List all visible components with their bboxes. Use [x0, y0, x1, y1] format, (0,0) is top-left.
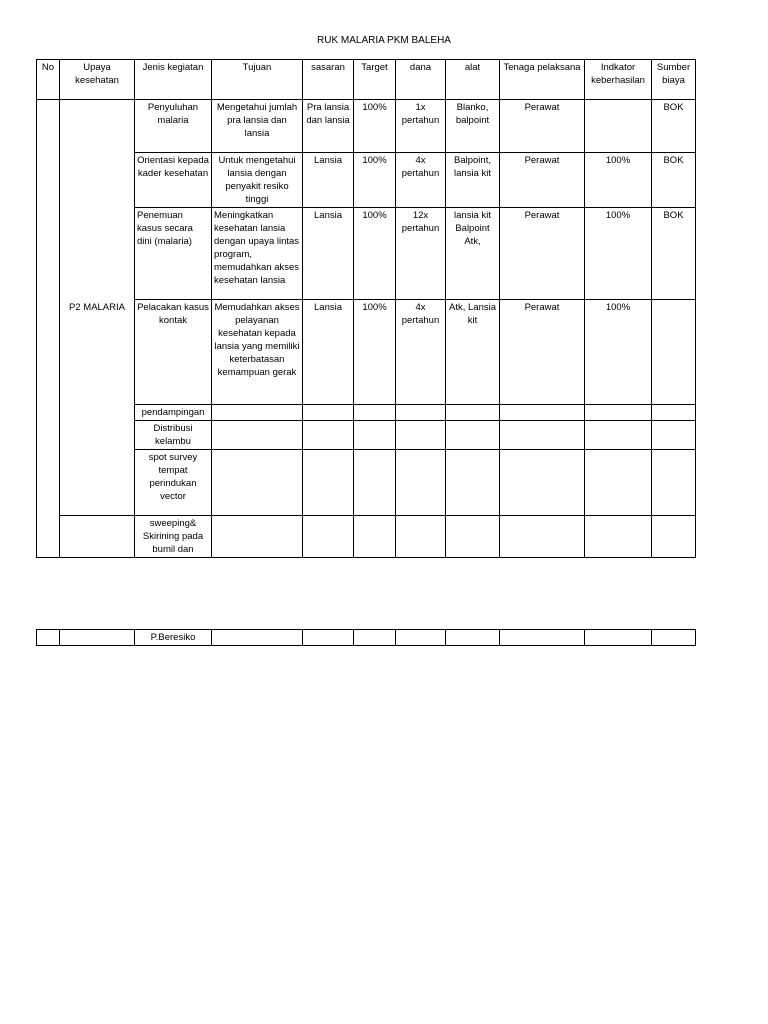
dana-cell: [396, 516, 446, 558]
sumber-cell: [652, 405, 696, 421]
table-row: [37, 208, 696, 300]
tujuan-cell: Mengetahui jumlah pra lansia dan lansia: [212, 100, 303, 153]
sasaran-cell: [303, 630, 354, 646]
table-row: [37, 300, 696, 405]
table-row: [37, 450, 696, 516]
tenaga-cell: Perawat: [500, 208, 585, 300]
sumber-cell: BOK: [652, 208, 696, 300]
indikator-cell: 100%: [585, 300, 652, 405]
tenaga-cell: [500, 450, 585, 516]
table-row: [37, 100, 696, 153]
sasaran-cell: [303, 421, 354, 450]
tujuan-cell: [212, 630, 303, 646]
indikator-cell: 100%: [585, 208, 652, 300]
indikator-cell: [585, 405, 652, 421]
tenaga-cell: [500, 516, 585, 558]
dana-cell: [396, 630, 446, 646]
sasaran-cell: Pra lansia dan lansia: [303, 100, 354, 153]
tujuan-cell: Meningkatkan kesehatan lansia dengan upaya lintas program, memudahkan akses kesehatan lansia: [212, 208, 303, 300]
table-row: [37, 630, 696, 646]
header-tenaga: Tenaga pelaksana: [500, 60, 585, 100]
sumber-cell: [652, 516, 696, 558]
sasaran-cell: Lansia: [303, 153, 354, 208]
header-row: [37, 60, 696, 100]
sumber-cell: BOK: [652, 153, 696, 208]
jenis-cell: P.Beresiko: [135, 630, 212, 646]
jenis-cell: Penyuluhan malaria: [135, 100, 212, 153]
dana-cell: [396, 450, 446, 516]
tujuan-cell: Untuk mengetahui lansia dengan penyakit resiko tinggi: [212, 153, 303, 208]
dana-cell: 1x pertahun: [396, 100, 446, 153]
indikator-cell: [585, 421, 652, 450]
header-sumber: Sumber biaya: [652, 60, 696, 100]
alat-cell: Balpoint, lansia kit: [446, 153, 500, 208]
alat-cell: [446, 450, 500, 516]
jenis-cell: pendampingan: [135, 405, 212, 421]
table-row: [37, 405, 696, 421]
target-cell: [354, 405, 396, 421]
indikator-cell: [585, 630, 652, 646]
indikator-cell: [585, 100, 652, 153]
tujuan-cell: [212, 405, 303, 421]
header-no: No: [37, 60, 60, 100]
sumber-cell: [652, 450, 696, 516]
document-title: RUK MALARIA PKM BALEHA: [317, 35, 451, 46]
sasaran-cell: [303, 516, 354, 558]
ruk-table: [36, 59, 696, 558]
table-row: [37, 421, 696, 450]
indikator-cell: 100%: [585, 153, 652, 208]
indikator-cell: [585, 450, 652, 516]
jenis-cell: Orientasi kepada kader kesehatan: [135, 153, 212, 208]
alat-cell: Atk, Lansia kit: [446, 300, 500, 405]
no-cell: [37, 630, 60, 646]
header-tujuan: Tujuan: [212, 60, 303, 100]
sasaran-cell: Lansia: [303, 300, 354, 405]
tujuan-cell: [212, 421, 303, 450]
upaya-cell: P2 MALARIA: [60, 100, 135, 516]
alat-cell: [446, 516, 500, 558]
tenaga-cell: Perawat: [500, 300, 585, 405]
dana-cell: [396, 421, 446, 450]
header-dana: dana: [396, 60, 446, 100]
target-cell: 100%: [354, 300, 396, 405]
tenaga-cell: Perawat: [500, 153, 585, 208]
sasaran-cell: [303, 405, 354, 421]
jenis-cell: Penemuan kasus secara dini (malaria): [135, 208, 212, 300]
dana-cell: 12x pertahun: [396, 208, 446, 300]
no-cell: [37, 100, 60, 558]
jenis-cell: Pelacakan kasus kontak: [135, 300, 212, 405]
sumber-cell: [652, 300, 696, 405]
alat-cell: [446, 630, 500, 646]
alat-cell: [446, 421, 500, 450]
table-row: [37, 516, 696, 558]
target-cell: 100%: [354, 100, 396, 153]
target-cell: [354, 630, 396, 646]
upaya-cell: [60, 516, 135, 558]
tenaga-cell: [500, 630, 585, 646]
dana-cell: 4x pertahun: [396, 300, 446, 405]
target-cell: [354, 450, 396, 516]
header-sasaran: sasaran: [303, 60, 354, 100]
sumber-cell: BOK: [652, 100, 696, 153]
sasaran-cell: Lansia: [303, 208, 354, 300]
sasaran-cell: [303, 450, 354, 516]
tujuan-cell: [212, 516, 303, 558]
dana-cell: [396, 405, 446, 421]
tenaga-cell: [500, 405, 585, 421]
header-indikator: Indkator keberhasilan: [585, 60, 652, 100]
target-cell: [354, 421, 396, 450]
table-row: [37, 153, 696, 208]
jenis-cell: sweeping& Skirining pada bumil dan: [135, 516, 212, 558]
alat-cell: [446, 405, 500, 421]
header-jenis: Jenis kegiatan: [135, 60, 212, 100]
target-cell: 100%: [354, 208, 396, 300]
header-alat: alat: [446, 60, 500, 100]
tujuan-cell: Memudahkan akses pelayanan kesehatan kepada lansia yang memiliki keterbatasan kemampuan gerak: [212, 300, 303, 405]
jenis-cell: spot survey tempat perindukan vector: [135, 450, 212, 516]
tujuan-cell: [212, 450, 303, 516]
header-target: Target: [354, 60, 396, 100]
target-cell: [354, 516, 396, 558]
sumber-cell: [652, 421, 696, 450]
header-upaya: Upaya kesehatan: [60, 60, 135, 100]
upaya-cell: [60, 630, 135, 646]
indikator-cell: [585, 516, 652, 558]
tenaga-cell: Perawat: [500, 100, 585, 153]
ruk-table-continuation: [36, 629, 696, 646]
jenis-cell: Distribusi kelambu: [135, 421, 212, 450]
dana-cell: 4x pertahun: [396, 153, 446, 208]
tenaga-cell: [500, 421, 585, 450]
sumber-cell: [652, 630, 696, 646]
alat-cell: Blanko, balpoint: [446, 100, 500, 153]
alat-cell: lansia kit Balpoint Atk,: [446, 208, 500, 300]
target-cell: 100%: [354, 153, 396, 208]
